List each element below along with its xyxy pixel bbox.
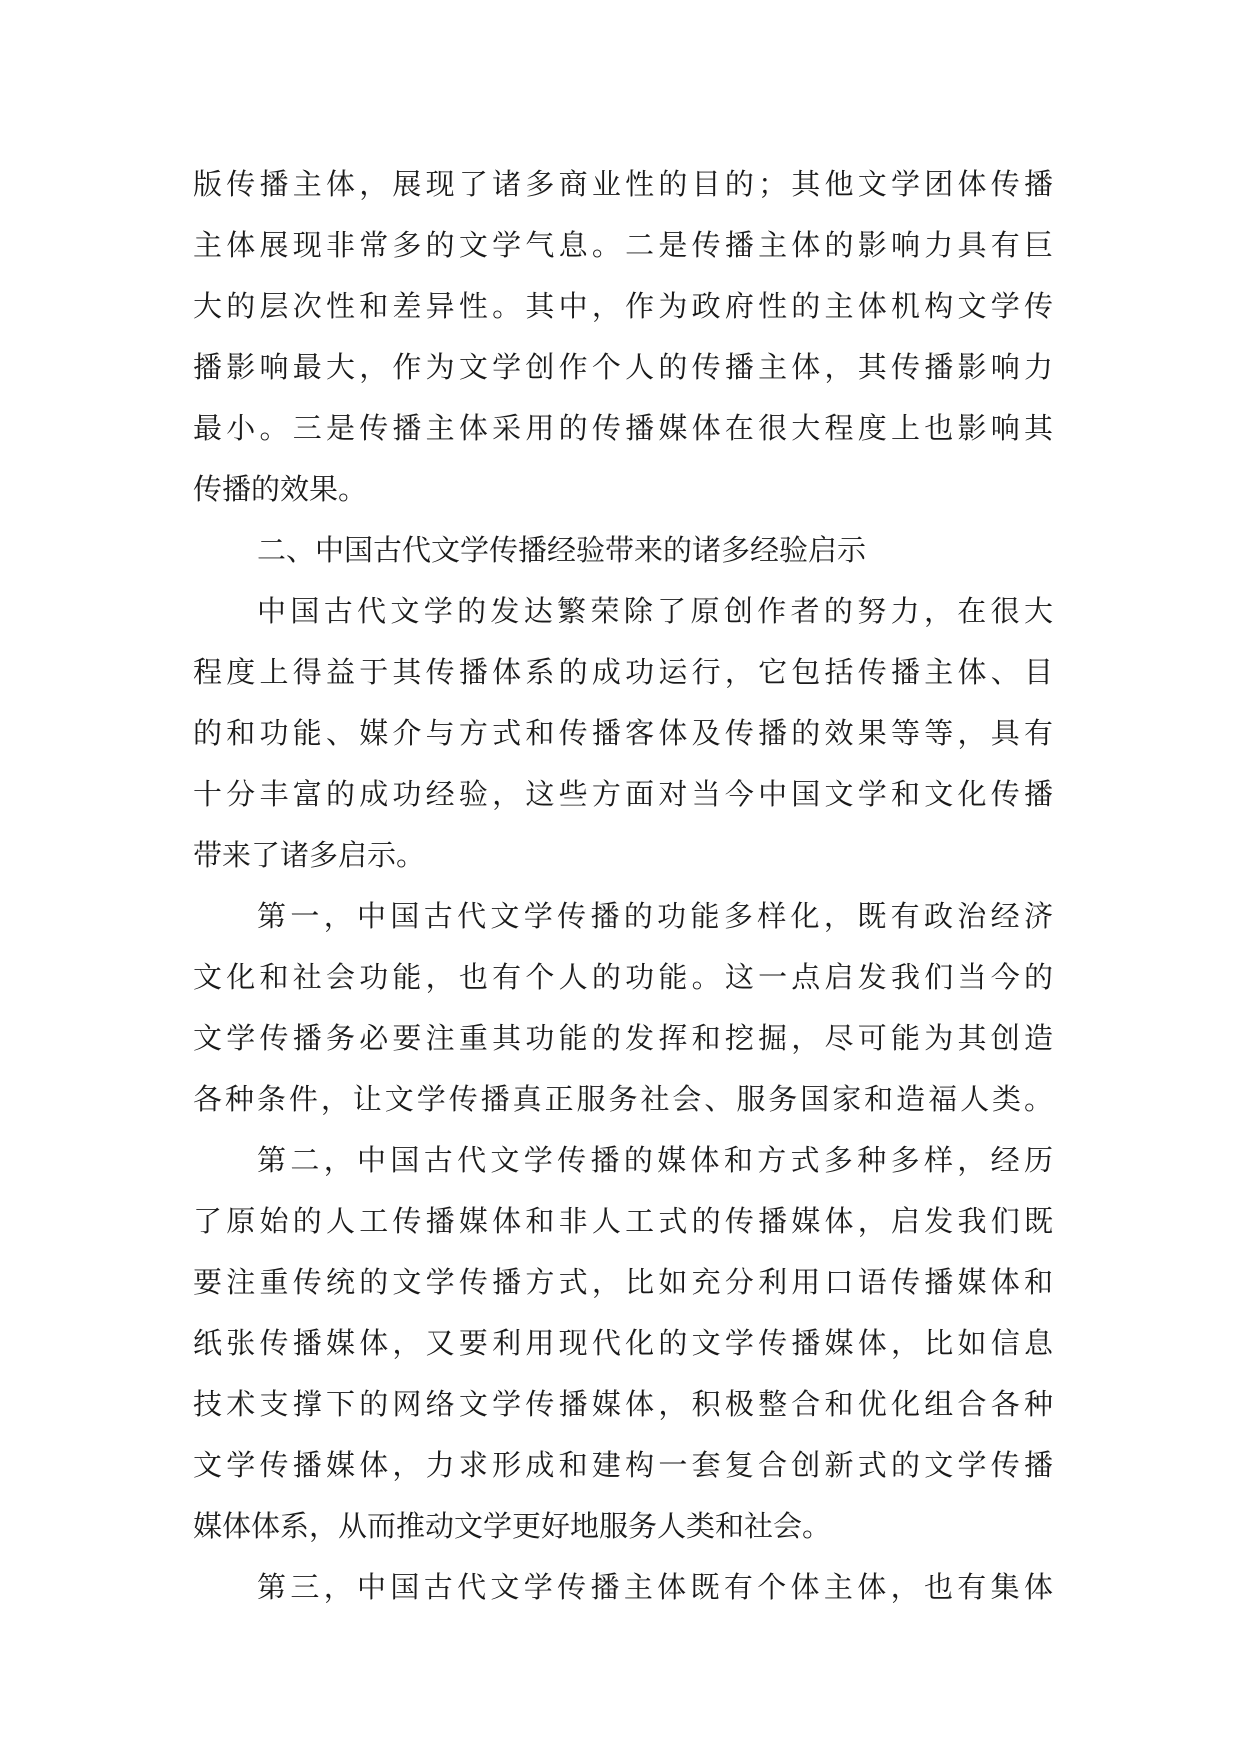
paragraph-first-line: 第三，中国古代文学传播主体既有个体主体，也有集体 [257, 1570, 1053, 1604]
text-line: 播影响最大，作为文学创作个人的传播主体，其传播影响力 [193, 350, 1053, 384]
text-line: 带来了诸多启示。 [193, 838, 426, 872]
text-line: 十分丰富的成功经验，这些方面对当今中国文学和文化传播 [193, 777, 1053, 811]
text-line: 文学传播媒体，力求形成和建构一套复合创新式的文学传播 [193, 1448, 1053, 1482]
text-line: 要注重传统的文学传播方式，比如充分利用口语传播媒体和 [193, 1265, 1053, 1299]
text-line: 传播的效果。 [193, 472, 368, 506]
text-line: 最小。三是传播主体采用的传播媒体在很大程度上也影响其 [193, 411, 1053, 445]
text-line: 文学传播务必要注重其功能的发挥和挖掘，尽可能为其创造 [193, 1021, 1053, 1055]
text-line: 各种条件，让文学传播真正服务社会、服务国家和造福人类。 [193, 1082, 1053, 1116]
text-line: 大的层次性和差异性。其中，作为政府性的主体机构文学传 [193, 289, 1053, 323]
section-heading: 二、中国古代文学传播经验带来的诸多经验启示 [257, 533, 867, 567]
text-line: 的和功能、媒介与方式和传播客体及传播的效果等等，具有 [193, 716, 1053, 750]
text-line: 版传播主体，展现了诸多商业性的目的；其他文学团体传播 [193, 167, 1053, 201]
text-line: 纸张传播媒体，又要利用现代化的文学传播媒体，比如信息 [193, 1326, 1053, 1360]
paragraph-first-line: 中国古代文学的发达繁荣除了原创作者的努力，在很大 [257, 594, 1053, 628]
text-line: 文化和社会功能，也有个人的功能。这一点启发我们当今的 [193, 960, 1053, 994]
text-line: 了原始的人工传播媒体和非人工式的传播媒体，启发我们既 [193, 1204, 1053, 1238]
text-line: 媒体体系，从而推动文学更好地服务人类和社会。 [193, 1509, 832, 1543]
text-line: 技术支撑下的网络文学传播媒体，积极整合和优化组合各种 [193, 1387, 1053, 1421]
body-text [193, 154, 1053, 1618]
text-line: 主体展现非常多的文学气息。二是传播主体的影响力具有巨 [193, 228, 1053, 262]
paragraph-first-line: 第二，中国古代文学传播的媒体和方式多种多样，经历 [257, 1143, 1053, 1177]
text-line: 程度上得益于其传播体系的成功运行，它包括传播主体、目 [193, 655, 1053, 689]
paragraph-first-line: 第一，中国古代文学传播的功能多样化，既有政治经济 [257, 899, 1053, 933]
